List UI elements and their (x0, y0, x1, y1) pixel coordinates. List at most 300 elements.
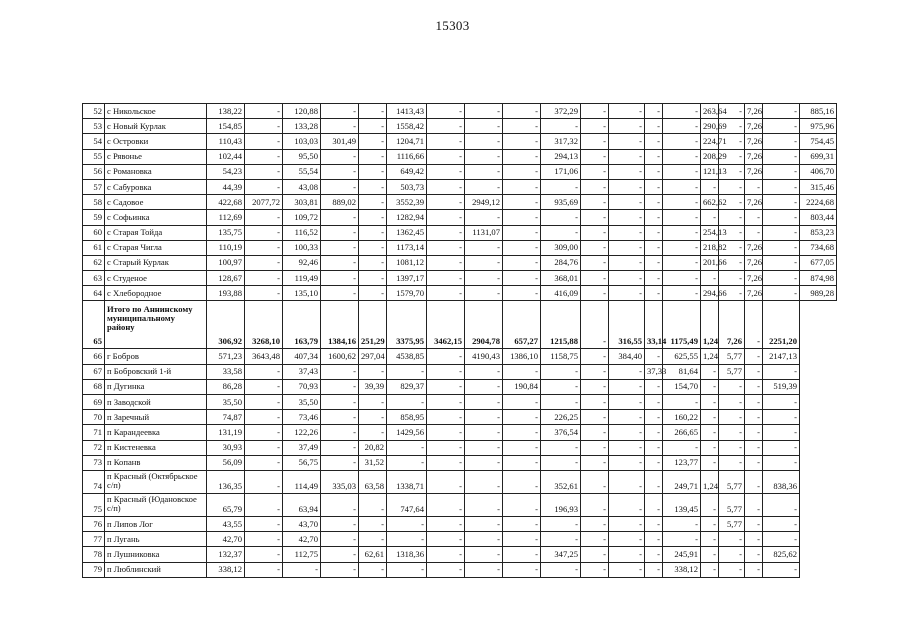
value-cell: - (763, 255, 800, 270)
value-cell: 284,76 (541, 255, 581, 270)
value-cell: - (427, 240, 465, 255)
value-cell: 128,67 (207, 271, 245, 286)
value-cell: - (645, 349, 663, 364)
value-cell: 160,22 (663, 410, 701, 425)
settlement-name: п Люблинский (105, 562, 207, 577)
table-row (83, 164, 837, 179)
settlement-name: с Старая Тойда (105, 225, 207, 240)
value-cell: 2251,20 (763, 301, 800, 349)
table-row (83, 493, 837, 516)
value-cell: - (359, 149, 387, 164)
value-cell: - (581, 470, 609, 493)
value-cell: 858,95 (387, 410, 427, 425)
value-cell: 63,58 (359, 470, 387, 493)
settlement-name: п Липов Лог (105, 516, 207, 531)
value-cell: 37,43 (283, 364, 321, 379)
row-number: 60 (83, 225, 105, 240)
value-cell: - (701, 547, 719, 562)
value-cell: - (645, 134, 663, 149)
value-cell: 416,09 (541, 286, 581, 301)
table-row (83, 119, 837, 134)
value-cell: - (503, 195, 541, 210)
value-cell: 55,54 (283, 164, 321, 179)
value-cell: 384,40 (609, 349, 645, 364)
value-cell: - (321, 149, 359, 164)
value-cell: - (321, 255, 359, 270)
value-cell: - (581, 301, 609, 349)
value-cell: - (541, 516, 581, 531)
value-cell: 62,61 (359, 547, 387, 562)
value-cell: - (701, 395, 719, 410)
table-row (83, 149, 837, 164)
value-cell: - (503, 149, 541, 164)
value-cell: - (465, 149, 503, 164)
value-cell: - (503, 440, 541, 455)
value-cell: 116,52 (283, 225, 321, 240)
value-cell: - (427, 379, 465, 394)
value-cell: - (427, 271, 465, 286)
value-cell: - (245, 379, 283, 394)
value-cell: - (245, 493, 283, 516)
row-number: 63 (83, 271, 105, 286)
value-cell: - (465, 425, 503, 440)
value-cell: - (427, 225, 465, 240)
value-cell: - (763, 562, 800, 577)
value-cell: - (321, 164, 359, 179)
table-row (83, 179, 837, 194)
value-cell: 503,73 (387, 179, 427, 194)
value-cell: - (503, 104, 541, 119)
value-cell: - (745, 440, 763, 455)
row-number: 54 (83, 134, 105, 149)
value-cell: - (581, 364, 609, 379)
value-cell: - (581, 210, 609, 225)
value-cell: 56,09 (207, 455, 245, 470)
row-number: 59 (83, 210, 105, 225)
value-cell: - (465, 562, 503, 577)
value-cell: 122,26 (283, 425, 321, 440)
value-cell: - (465, 271, 503, 286)
value-cell: - (321, 425, 359, 440)
value-cell: 131,19 (207, 425, 245, 440)
value-cell: - (719, 255, 745, 270)
table-row (83, 195, 837, 210)
value-cell: - (427, 210, 465, 225)
value-cell: - (701, 532, 719, 547)
value-cell: - (427, 470, 465, 493)
value-cell: 301,49 (321, 134, 359, 149)
value-cell: - (719, 286, 745, 301)
value-cell: - (581, 349, 609, 364)
value-cell: - (763, 425, 800, 440)
value-cell: - (719, 271, 745, 286)
value-cell: 7,26 (745, 119, 763, 134)
value-cell: 100,33 (283, 240, 321, 255)
value-cell: - (719, 119, 745, 134)
value-cell: - (581, 455, 609, 470)
value-cell: - (245, 179, 283, 194)
value-cell: 422,68 (207, 195, 245, 210)
row-number: 74 (83, 470, 105, 493)
value-cell: - (581, 562, 609, 577)
value-cell: - (609, 516, 645, 531)
value-cell: 1413,43 (387, 104, 427, 119)
value-cell: - (701, 425, 719, 440)
value-cell: - (763, 149, 800, 164)
value-cell: - (321, 516, 359, 531)
value-cell: - (701, 364, 719, 379)
table-row (83, 225, 837, 240)
value-cell: - (359, 395, 387, 410)
value-cell: 42,70 (207, 532, 245, 547)
value-cell: 7,26 (745, 240, 763, 255)
value-cell: - (321, 562, 359, 577)
value-cell: 30,93 (207, 440, 245, 455)
value-cell: - (581, 179, 609, 194)
value-cell: 74,87 (207, 410, 245, 425)
value-cell: - (321, 271, 359, 286)
settlement-name: с Студеное (105, 271, 207, 286)
value-cell: - (663, 149, 701, 164)
value-cell: 110,19 (207, 240, 245, 255)
value-cell: - (745, 364, 763, 379)
value-cell: - (321, 410, 359, 425)
value-cell: - (701, 179, 719, 194)
value-cell: 138,22 (207, 104, 245, 119)
value-cell: - (245, 104, 283, 119)
value-cell: 33,58 (207, 364, 245, 379)
value-cell: - (465, 470, 503, 493)
value-cell: 571,23 (207, 349, 245, 364)
value-cell: 1204,71 (387, 134, 427, 149)
value-cell: - (763, 364, 800, 379)
value-cell: - (663, 225, 701, 240)
value-cell: - (763, 516, 800, 531)
value-cell: - (663, 255, 701, 270)
value-cell: - (503, 395, 541, 410)
settlement-name: п Карандеевка (105, 425, 207, 440)
value-cell: - (719, 440, 745, 455)
row-number: 76 (83, 516, 105, 531)
value-cell: - (663, 179, 701, 194)
value-cell: - (645, 440, 663, 455)
value-cell: 309,00 (541, 240, 581, 255)
row-number: 73 (83, 455, 105, 470)
value-cell: 376,54 (541, 425, 581, 440)
value-cell: - (763, 210, 800, 225)
value-cell: - (663, 286, 701, 301)
value-cell: 1131,07 (465, 225, 503, 240)
value-cell: - (609, 440, 645, 455)
value-cell: - (645, 195, 663, 210)
value-cell: 649,42 (387, 164, 427, 179)
value-cell: 3552,39 (387, 195, 427, 210)
value-cell: - (465, 379, 503, 394)
value-cell: - (763, 104, 800, 119)
value-cell: 224,71 (701, 134, 719, 149)
value-cell: 7,26 (745, 134, 763, 149)
value-cell: - (503, 164, 541, 179)
value-cell: - (359, 195, 387, 210)
value-cell: - (581, 493, 609, 516)
value-cell: - (387, 455, 427, 470)
table-row (83, 562, 837, 577)
value-cell: - (745, 547, 763, 562)
value-cell: 1116,66 (387, 149, 427, 164)
page-number: 15303 (435, 18, 470, 33)
value-cell: 335,03 (321, 470, 359, 493)
value-cell: - (245, 455, 283, 470)
value-cell: - (581, 104, 609, 119)
value-cell: - (763, 225, 800, 240)
value-cell: - (359, 271, 387, 286)
value-cell: - (541, 532, 581, 547)
value-cell: 625,55 (663, 349, 701, 364)
value-cell: - (745, 470, 763, 493)
value-cell: 154,70 (663, 379, 701, 394)
value-cell: - (719, 395, 745, 410)
value-cell: - (427, 255, 465, 270)
value-cell: - (503, 425, 541, 440)
value-cell: - (663, 104, 701, 119)
value-cell: 171,06 (541, 164, 581, 179)
value-cell: - (465, 395, 503, 410)
value-cell: 37,49 (283, 440, 321, 455)
settlement-name: Итого по Аннинскому муниципальному району (105, 301, 207, 349)
row-number: 58 (83, 195, 105, 210)
value-cell: 3643,48 (245, 349, 283, 364)
value-cell: - (719, 149, 745, 164)
value-cell: 226,25 (541, 410, 581, 425)
value-cell: - (465, 286, 503, 301)
table-row (83, 547, 837, 562)
value-cell: - (719, 379, 745, 394)
value-cell: - (609, 271, 645, 286)
value-cell: 31,52 (359, 455, 387, 470)
value-cell: - (321, 440, 359, 455)
value-cell: - (503, 516, 541, 531)
settlement-name: п Заречный (105, 410, 207, 425)
row-number: 77 (83, 532, 105, 547)
value-cell: 114,49 (283, 470, 321, 493)
value-cell: - (427, 179, 465, 194)
value-cell: 1579,70 (387, 286, 427, 301)
value-cell: 7,26 (745, 195, 763, 210)
value-cell: - (427, 364, 465, 379)
value-cell: - (609, 104, 645, 119)
value-cell: - (581, 149, 609, 164)
table-row (83, 516, 837, 531)
value-cell: - (359, 210, 387, 225)
value-cell: - (245, 119, 283, 134)
value-cell: 2077,72 (245, 195, 283, 210)
value-cell: - (609, 410, 645, 425)
value-cell: - (245, 164, 283, 179)
settlement-name: с Старый Курлак (105, 255, 207, 270)
value-cell: - (245, 425, 283, 440)
value-cell: 338,12 (207, 562, 245, 577)
value-cell: - (321, 395, 359, 410)
value-cell: - (465, 410, 503, 425)
row-number: 66 (83, 349, 105, 364)
value-cell: 254,13 (701, 225, 719, 240)
value-cell: - (609, 149, 645, 164)
value-cell: - (503, 547, 541, 562)
value-cell: - (503, 455, 541, 470)
value-cell: - (609, 455, 645, 470)
value-cell: 1282,94 (387, 210, 427, 225)
value-cell: - (645, 425, 663, 440)
value-cell: - (645, 179, 663, 194)
value-cell: - (359, 410, 387, 425)
value-cell: - (609, 225, 645, 240)
value-cell: - (763, 195, 800, 210)
value-cell: 35,50 (207, 395, 245, 410)
settlement-name: с Островки (105, 134, 207, 149)
value-cell: 699,31 (800, 149, 837, 164)
row-number: 72 (83, 440, 105, 455)
value-cell: 838,36 (763, 470, 800, 493)
data-table-container (82, 103, 837, 578)
value-cell: - (541, 379, 581, 394)
value-cell: - (581, 134, 609, 149)
value-cell: 7,26 (719, 301, 745, 349)
value-cell: - (321, 493, 359, 516)
value-cell: - (465, 516, 503, 531)
value-cell: - (503, 532, 541, 547)
settlement-name: с Садовое (105, 195, 207, 210)
table-row (83, 455, 837, 470)
value-cell: - (719, 134, 745, 149)
value-cell: - (581, 532, 609, 547)
value-cell: - (465, 364, 503, 379)
settlement-name: п Красный (Октябрьское с/п) (105, 470, 207, 493)
value-cell: - (645, 455, 663, 470)
value-cell: - (321, 119, 359, 134)
value-cell: - (609, 164, 645, 179)
value-cell: - (321, 379, 359, 394)
value-cell: 519,39 (763, 379, 800, 394)
value-cell: - (581, 271, 609, 286)
value-cell: - (763, 532, 800, 547)
row-number: 79 (83, 562, 105, 577)
value-cell: - (645, 271, 663, 286)
value-cell: - (645, 119, 663, 134)
value-cell: 657,27 (503, 301, 541, 349)
value-cell: 132,37 (207, 547, 245, 562)
value-cell: - (663, 119, 701, 134)
value-cell: 406,70 (800, 164, 837, 179)
value-cell: - (465, 440, 503, 455)
table-row (83, 210, 837, 225)
value-cell: - (763, 271, 800, 286)
value-cell: - (645, 149, 663, 164)
value-cell: 121,13 (701, 164, 719, 179)
value-cell: - (359, 364, 387, 379)
value-cell: 5,77 (719, 364, 745, 379)
value-cell: - (503, 562, 541, 577)
value-cell: 133,28 (283, 119, 321, 134)
value-cell: - (609, 493, 645, 516)
value-cell: - (503, 410, 541, 425)
value-cell: 135,10 (283, 286, 321, 301)
value-cell: - (321, 547, 359, 562)
value-cell: - (763, 493, 800, 516)
value-cell: - (719, 240, 745, 255)
total-row (83, 301, 837, 349)
value-cell: 112,75 (283, 547, 321, 562)
value-cell: - (359, 164, 387, 179)
value-cell: - (663, 516, 701, 531)
value-cell: - (645, 286, 663, 301)
value-cell: - (283, 562, 321, 577)
value-cell: - (387, 516, 427, 531)
value-cell: - (541, 562, 581, 577)
value-cell: 20,82 (359, 440, 387, 455)
value-cell: - (321, 286, 359, 301)
value-cell: - (745, 532, 763, 547)
value-cell: 1558,42 (387, 119, 427, 134)
value-cell: - (503, 134, 541, 149)
value-cell: 37,33 (645, 364, 663, 379)
value-cell: 201,66 (701, 255, 719, 270)
value-cell: - (719, 547, 745, 562)
value-cell: 70,93 (283, 379, 321, 394)
value-cell: - (645, 164, 663, 179)
value-cell: - (427, 349, 465, 364)
value-cell: - (359, 516, 387, 531)
value-cell: - (745, 225, 763, 240)
value-cell: - (465, 455, 503, 470)
value-cell: 7,26 (745, 164, 763, 179)
value-cell: - (745, 562, 763, 577)
row-number: 61 (83, 240, 105, 255)
value-cell: - (645, 255, 663, 270)
row-number: 52 (83, 104, 105, 119)
table-row (83, 379, 837, 394)
value-cell: 5,77 (719, 516, 745, 531)
value-cell: - (581, 410, 609, 425)
value-cell: - (465, 164, 503, 179)
value-cell: 81,64 (663, 364, 701, 379)
value-cell: - (359, 562, 387, 577)
value-cell: - (581, 195, 609, 210)
value-cell: 1600,62 (321, 349, 359, 364)
value-cell: - (745, 349, 763, 364)
value-cell: 63,94 (283, 493, 321, 516)
value-cell: - (387, 364, 427, 379)
value-cell: - (701, 271, 719, 286)
value-cell: - (701, 410, 719, 425)
table-row (83, 440, 837, 455)
value-cell: - (427, 134, 465, 149)
table-row (83, 349, 837, 364)
value-cell: 44,39 (207, 179, 245, 194)
row-number: 71 (83, 425, 105, 440)
settlement-name: п Кистеневка (105, 440, 207, 455)
value-cell: 935,69 (541, 195, 581, 210)
value-cell: - (465, 255, 503, 270)
value-cell: 297,04 (359, 349, 387, 364)
settlement-name: п Лугань (105, 532, 207, 547)
value-cell: - (245, 286, 283, 301)
value-cell: 123,77 (663, 455, 701, 470)
value-cell: - (609, 547, 645, 562)
value-cell: 317,32 (541, 134, 581, 149)
value-cell: - (763, 179, 800, 194)
value-cell: - (541, 119, 581, 134)
value-cell: 7,26 (745, 255, 763, 270)
